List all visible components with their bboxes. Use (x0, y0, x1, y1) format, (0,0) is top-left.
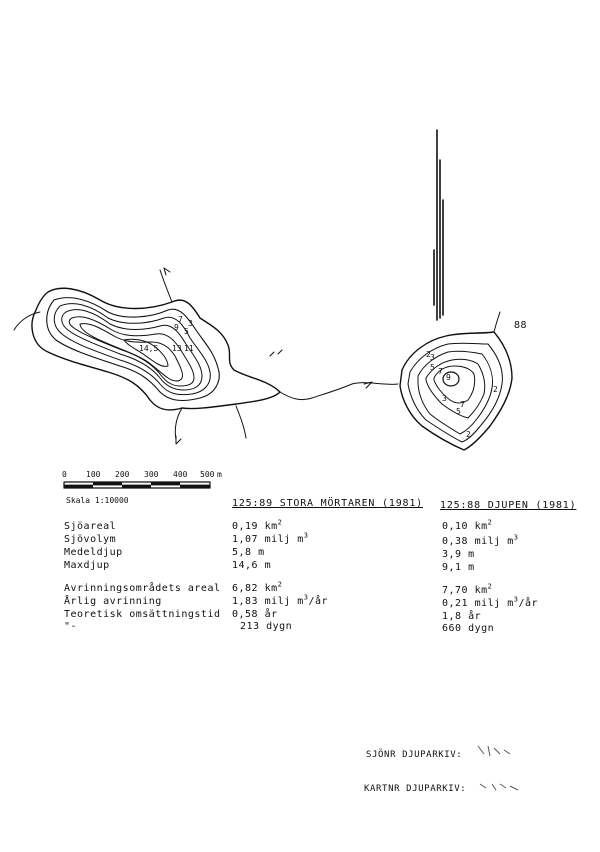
mortaren-runoff: 1,83 milj $m^3/år$ (232, 593, 329, 607)
djupen-max-depth: 9,1 m (442, 562, 475, 573)
depth-label-mortaren-4: 9 (174, 323, 179, 332)
row-label-volume: Sjövolym (64, 534, 117, 545)
depth-label-mortaren-3: 11 (184, 344, 194, 353)
scale-tick-200: 200 (115, 470, 130, 479)
scale-segment-5 (180, 485, 210, 488)
djupen-catchment: 7,70 $km^2$ (442, 582, 493, 596)
depth-label-djupen-6: 2 (493, 385, 498, 394)
row-label-catchment: Avrinningsområdets areal (64, 583, 221, 594)
mortaren-catchment: 6,82 $km^2$ (232, 580, 283, 594)
djupen-turnover-days: 660 dygn (442, 623, 495, 634)
scale-segment-3 (122, 485, 151, 488)
djupen-volume: 0,38 milj $m^3$ (442, 533, 519, 547)
row-label-mean-depth: Medeldjup (64, 547, 123, 558)
scale-segment-1 (64, 485, 93, 488)
inlet-stream-left (14, 312, 40, 330)
djupen-turnover-years: 1,8 år (442, 611, 482, 622)
djupen-runoff: 0,21 milj $m^3/år$ (442, 595, 539, 609)
stamp-scribble (470, 740, 540, 800)
north-arrow-lines (434, 130, 443, 320)
header-djupen: 125:88 DJUPEN (1981) (440, 500, 577, 511)
scale-tick-400: 400 (173, 470, 188, 479)
depth-label-djupen-5: 2 (426, 350, 431, 359)
scale-tick-500: 500 (200, 470, 215, 479)
mortaren-turnover-years: 0,58 år (232, 609, 278, 620)
depth-label-djupen-2: 7 (438, 367, 443, 376)
mortaren-max-depth: 14,6 m (232, 560, 272, 571)
scale-tick-0: 0 (62, 470, 67, 479)
row-label-runoff: Årlig avrinning (64, 596, 162, 607)
scale-segment-2 (93, 482, 122, 485)
flow-arrow-2 (164, 268, 170, 275)
depth-label-djupen-10: 5 (456, 407, 461, 416)
depth-label-djupen-4: 3 (430, 353, 435, 362)
row-label-max-depth: Maxdjup (64, 560, 110, 571)
header-stora-mortaren: 125:89 STORA MÖRTAREN (1981) (232, 498, 423, 509)
scale-tick-100: 100 (86, 470, 101, 479)
depth-label-djupen-1: 9 (446, 373, 451, 382)
map-marker-88: 88 (514, 320, 528, 331)
djupen-area: 0,10 $km^2$ (442, 518, 493, 532)
depth-label-mortaren-2: 13 (172, 344, 182, 353)
flow-arrow-3 (176, 436, 181, 444)
djupen-mean-depth: 3,9 m (442, 549, 475, 560)
stamp-sjonr: SJÖNR DJUPARKIV: (366, 750, 463, 760)
mortaren-area: 0,19 $km^2$ (232, 518, 283, 532)
connecting-stream (280, 383, 398, 400)
depth-label-mortaren-7: 3 (188, 319, 193, 328)
mortaren-mean-depth: 5,8 m (232, 547, 265, 558)
depth-label-djupen-3: 5 (430, 363, 435, 372)
lake-djupen (400, 312, 512, 450)
depth-label-djupen-9: 7 (460, 400, 465, 409)
scale-bar (64, 482, 210, 488)
depth-label-mortaren-1: 14,5 (139, 344, 159, 353)
row-label-turnover: Teoretisk omsättningstid (64, 609, 221, 620)
mortaren-turnover-days: 213 dygn (240, 621, 293, 632)
depth-label-mortaren-6: 5 (184, 327, 189, 336)
inlet-stream-bottom-right (236, 406, 246, 438)
depth-label-mortaren-5: 7 (178, 315, 183, 324)
row-label-ditto: "- (64, 621, 78, 632)
mortaren-volume: 1,07 milj $m^3$ (232, 531, 309, 545)
row-label-area: Sjöareal (64, 521, 117, 532)
depth-label-djupen-7: 2 (466, 430, 471, 439)
scale-label: Skala 1:10000 (66, 496, 129, 505)
stamp-kartnr: KARTNR DJUPARKIV: (364, 784, 467, 794)
scale-segment-4 (151, 482, 180, 485)
scribble-marks (270, 350, 282, 356)
scale-unit: m (217, 470, 222, 479)
inlet-stream-djupen (494, 312, 500, 332)
depth-label-djupen-8: 3 (442, 394, 447, 403)
scale-tick-300: 300 (144, 470, 159, 479)
inlet-stream-bottom (175, 408, 182, 440)
lake-stora-mortaren (14, 268, 398, 444)
contour-5 (80, 324, 183, 381)
